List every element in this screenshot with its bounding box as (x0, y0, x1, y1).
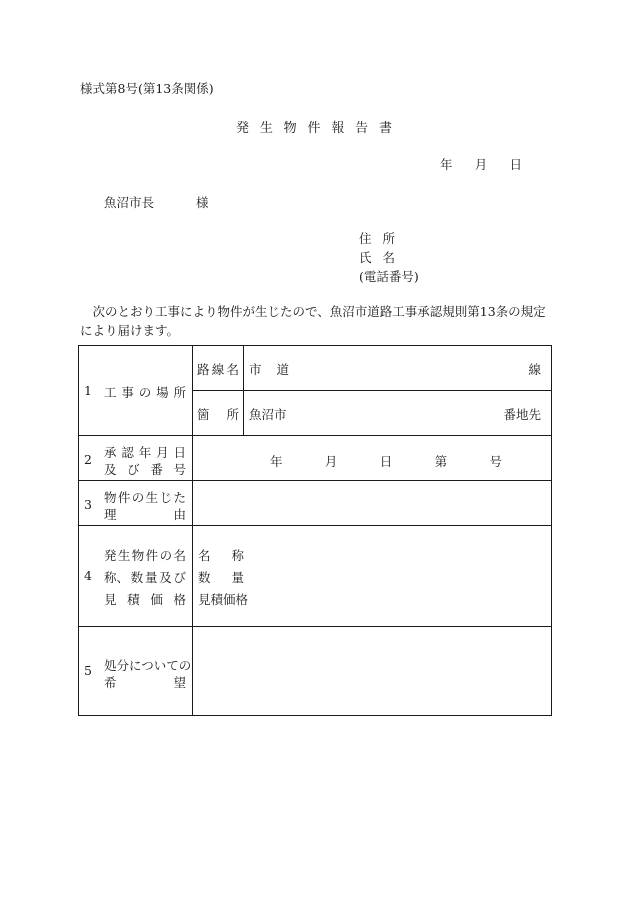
table-border (78, 715, 552, 716)
table-border (78, 480, 552, 481)
location-label: 箇 所 (197, 407, 239, 422)
row-number: 3 (84, 497, 92, 512)
row-label-reason-line2: 理 由 (104, 507, 186, 522)
recipient-line (104, 193, 209, 211)
route-name-label: 路 線 名 (197, 362, 239, 377)
name-label[interactable]: 氏 名 (359, 250, 395, 265)
item-estimate-label[interactable]: 見積価格 (198, 592, 249, 607)
table-border (192, 390, 552, 391)
table-border (551, 345, 552, 716)
route-name-field[interactable] (249, 360, 541, 378)
table-border (78, 345, 79, 716)
table-border (192, 345, 193, 716)
phone-label[interactable]: (電話番号) (359, 269, 419, 284)
route-suffix: 線 (528, 362, 541, 377)
route-prefix: 市 道 (249, 362, 289, 377)
row-number: 4 (84, 568, 92, 583)
reason-field[interactable] (196, 483, 548, 522)
row-label-disposal-line2: 希 望 (104, 675, 186, 690)
row-label-items-line1: 発 生 物 件 の 名 (104, 548, 186, 563)
item-name-label[interactable]: 名 称 (198, 548, 244, 563)
table-border (78, 525, 552, 526)
recipient-honorific: 様 (196, 195, 209, 210)
location-field[interactable] (249, 405, 541, 423)
row-label-approval-date-line2: 及 び 番 号 (104, 462, 186, 477)
table-border (78, 435, 552, 436)
location-suffix: 番地先 (503, 407, 541, 422)
location-city: 魚沼市 (249, 407, 287, 422)
row-label-construction-site: 工 事 の 場 所 (104, 385, 186, 400)
row-label-approval-date-line1: 承 認 年 月 日 (104, 445, 186, 460)
row-label-items-line3: 見 積 価 格 (104, 592, 186, 607)
row-number: 5 (84, 663, 92, 678)
intro-text: 次のとおり工事により物件が生じたので、魚沼市道路工事承認規則第13条の規定により届けます。 (80, 304, 546, 338)
address-label[interactable]: 住 所 (359, 231, 395, 246)
applicant-block (359, 229, 419, 286)
approval-date-field[interactable]: 年 月 日 第 号 (270, 454, 502, 469)
item-quantity-label[interactable]: 数 量 (198, 570, 244, 585)
date-line[interactable]: 年 月 日 (440, 157, 522, 172)
row-label-reason-line1: 物 件 の 生 じ た (104, 490, 186, 505)
disposal-field[interactable] (196, 630, 548, 712)
row-number: 2 (84, 452, 92, 467)
table-border (78, 626, 552, 627)
recipient-name: 魚沼市長 (104, 195, 155, 210)
form-number: 様式第8号(第13条関係) (80, 81, 214, 96)
row-label-items-line2: 称、 数 量 及 び (104, 570, 186, 585)
row-label-disposal-line1: 処分についての (104, 658, 192, 673)
document-title: 発 生 物 件 報 告 書 (236, 121, 392, 136)
table-border (78, 345, 552, 346)
row-number: 1 (84, 383, 92, 398)
